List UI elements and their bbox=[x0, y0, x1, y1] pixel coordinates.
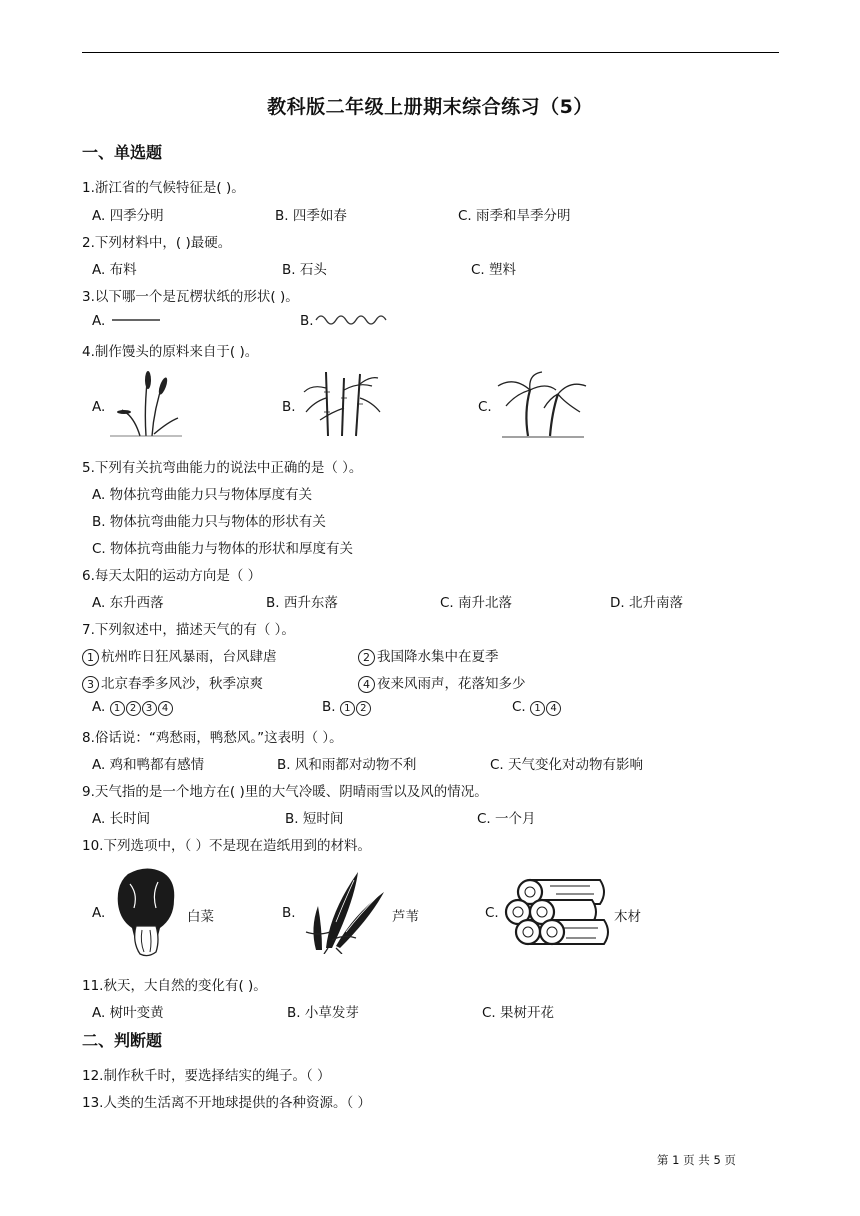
question-2-option-c: C. 塑料 bbox=[471, 262, 517, 278]
question-10-option-a-label: 白菜 bbox=[187, 909, 214, 925]
question-7-option-c: C. 1 4 bbox=[512, 699, 562, 716]
question-6-option-b: B. 西升东落 bbox=[266, 595, 338, 611]
wheat-picture bbox=[106, 366, 186, 438]
question-4-stem: 4.制作馒头的原料来自于( )。 bbox=[82, 344, 259, 360]
bamboo-picture bbox=[298, 368, 384, 438]
question-8-option-c: C. 天气变化对动物有影响 bbox=[490, 757, 644, 773]
question-6-option-d: D. 北升南落 bbox=[610, 595, 683, 611]
question-10-option-c: C. bbox=[485, 905, 499, 921]
question-10-option-c-label: 木材 bbox=[614, 909, 641, 925]
question-12-stem: 12.制作秋千时，要选择结实的绳子。（ ） bbox=[82, 1068, 331, 1084]
corrugated-paper-wave-icon bbox=[314, 310, 394, 328]
reed-picture bbox=[296, 862, 388, 954]
question-7-statement-3: 3 北京春季多风沙，秋季凉爽 bbox=[82, 672, 263, 693]
section-heading-true-false: 二、判断题 bbox=[82, 1031, 163, 1050]
question-5-option-b: B. 物体抗弯曲能力只与物体的形状有关 bbox=[92, 514, 326, 530]
question-9-option-b: B. 短时间 bbox=[285, 811, 344, 827]
question-5-option-a: A. 物体抗弯曲能力只与物体厚度有关 bbox=[92, 487, 313, 503]
question-9-option-a: A. 长时间 bbox=[92, 811, 151, 827]
question-4-option-b: B. bbox=[282, 399, 296, 415]
header-rule bbox=[82, 52, 779, 53]
question-2-stem: 2.下列材料中，( )最硬。 bbox=[82, 235, 232, 251]
question-10-option-b-label: 芦苇 bbox=[392, 909, 419, 925]
circled-number-3: 3 bbox=[82, 676, 99, 693]
question-5-stem: 5.下列有关抗弯曲能力的说法中正确的是（ ）。 bbox=[82, 460, 363, 476]
question-11-option-b: B. 小草发芽 bbox=[287, 1005, 359, 1021]
question-7-option-b: B. 1 2 bbox=[322, 699, 372, 716]
question-3-option-b: B. bbox=[300, 313, 314, 329]
section-heading-single-choice: 一、单选题 bbox=[82, 143, 163, 162]
question-7-statement-1: 1 杭州昨日狂风暴雨，台风肆虐 bbox=[82, 645, 277, 666]
question-5-option-c: C. 物体抗弯曲能力与物体的形状和厚度有关 bbox=[92, 541, 354, 557]
question-11-option-c: C. 果树开花 bbox=[482, 1005, 555, 1021]
circled-number-4: 4 bbox=[358, 676, 375, 693]
question-10-option-a: A. bbox=[92, 905, 106, 921]
question-7-stem: 7.下列叙述中，描述天气的有（ ）。 bbox=[82, 622, 295, 638]
question-7-statement-4: 4 夜来风雨声，花落知多少 bbox=[358, 672, 526, 693]
question-3-stem: 3.以下哪一个是瓦楞状纸的形状( )。 bbox=[82, 289, 299, 305]
question-13-stem: 13.人类的生活离不开地球提供的各种资源。（ ） bbox=[82, 1095, 372, 1111]
question-11-option-a: A. 树叶变黄 bbox=[92, 1005, 164, 1021]
question-1-stem: 1.浙江省的气候特征是( )。 bbox=[82, 180, 245, 196]
question-4-option-a: A. bbox=[92, 399, 106, 415]
question-11-stem: 11.秋天，大自然的变化有( )。 bbox=[82, 978, 267, 994]
question-2-option-b: B. 石头 bbox=[282, 262, 327, 278]
question-2-option-a: A. 布料 bbox=[92, 262, 137, 278]
question-10-option-b: B. bbox=[282, 905, 296, 921]
question-1-option-c: C. 雨季和旱季分明 bbox=[458, 208, 571, 224]
page-title: 教科版二年级上册期末综合练习（5） bbox=[267, 96, 593, 118]
chinese-cabbage-picture bbox=[108, 864, 184, 960]
question-9-stem: 9.天气指的是一个地方在( )里的大气冷暖、阴晴雨雪以及风的情况。 bbox=[82, 784, 488, 800]
question-7-statement-2: 2 我国降水集中在夏季 bbox=[358, 645, 499, 666]
page-number-footer: 第 1 页 共 5 页 bbox=[657, 1153, 736, 1167]
question-7-option-a: A. 1 2 3 4 bbox=[92, 699, 174, 716]
question-6-stem: 6.每天太阳的运动方向是（ ） bbox=[82, 568, 262, 584]
question-3-option-a: A. bbox=[92, 313, 106, 329]
question-9-option-c: C. 一个月 bbox=[477, 811, 536, 827]
coconut-palm-picture bbox=[494, 368, 590, 440]
timber-logs-picture bbox=[500, 872, 612, 950]
question-1-option-b: B. 四季如春 bbox=[275, 208, 347, 224]
question-8-option-a: A. 鸡和鸭都有感情 bbox=[92, 757, 205, 773]
question-10-stem: 10.下列选项中，（ ）不是现在造纸用到的材料。 bbox=[82, 838, 372, 854]
circled-number-1: 1 bbox=[82, 649, 99, 666]
question-8-stem: 8.俗话说：“鸡愁雨，鸭愁风。”这表明（ ）。 bbox=[82, 730, 343, 746]
circled-number-2: 2 bbox=[358, 649, 375, 666]
question-1-option-a: A. 四季分明 bbox=[92, 208, 164, 224]
question-4-option-c: C. bbox=[478, 399, 492, 415]
flat-paper-line-icon bbox=[110, 316, 162, 324]
question-6-option-a: A. 东升西落 bbox=[92, 595, 164, 611]
question-6-option-c: C. 南升北落 bbox=[440, 595, 513, 611]
question-8-option-b: B. 风和雨都对动物不利 bbox=[277, 757, 417, 773]
